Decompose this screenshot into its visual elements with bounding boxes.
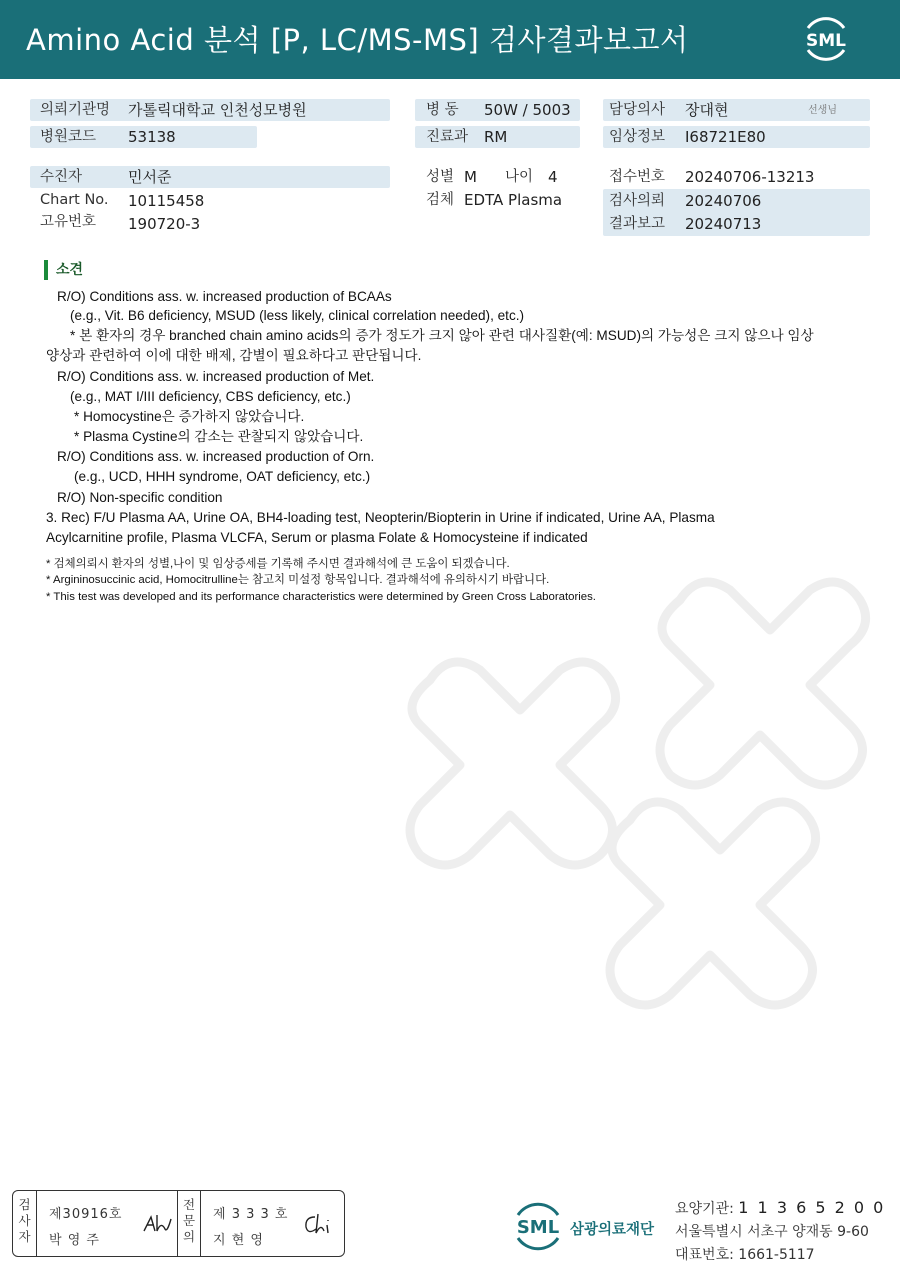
unique-no-value: 190720-3	[128, 215, 201, 233]
institution-label: 의뢰기관명	[40, 102, 111, 118]
department-value: RM	[484, 128, 508, 146]
footnote: * 검체의뢰시 환자의 성별,나이 및 임상증세를 기록해 주시면 결과해석에 큰 도움이 되겠습니다.	[46, 558, 510, 570]
age-label: 나이	[505, 169, 534, 185]
phone-label: 대표번호:	[675, 1247, 734, 1263]
chart-no-label: Chart No.	[40, 192, 109, 208]
sex-label: 성별	[426, 169, 455, 185]
report-date-label: 결과보고	[609, 216, 666, 232]
request-date-label: 검사의뢰	[609, 193, 666, 209]
org-address: 서울특별시 서초구 양재동 9-60	[675, 1224, 869, 1240]
hospital-code-value: 53138	[128, 128, 176, 146]
age-value: 4	[548, 168, 558, 186]
finding-line: R/O) Conditions ass. w. increased production of BCAAs	[57, 289, 392, 304]
patient-label: 수진자	[40, 169, 83, 185]
examiner-name: 박 영 주	[49, 1233, 100, 1248]
finding-line: * 본 환자의 경우 branched chain amino acids의 증가 정도가 크지 않아 관련 대사질환(예: MSUD)의 가능성은 크지 않으나 임상	[70, 328, 814, 343]
report-header	[0, 0, 900, 79]
phone-line	[675, 1244, 815, 1264]
phone-value: 1661-5117	[738, 1247, 815, 1263]
finding-line: * Homocystine은 증가하지 않았습니다.	[74, 409, 305, 424]
ward-value: 50W / 5003	[484, 101, 571, 119]
patient-row-bg	[30, 166, 390, 188]
finding-line: (e.g., Vit. B6 deficiency, MSUD (less likely, clinical correlation needed), etc.)	[70, 308, 525, 323]
signature-box	[12, 1190, 345, 1257]
sml-org-logo-icon	[510, 1200, 566, 1252]
doctor-label: 담당의사	[609, 102, 666, 118]
patient-name: 민서준	[128, 168, 172, 186]
sml-logo-icon	[800, 14, 852, 64]
hospital-code-label: 병원코드	[40, 129, 97, 145]
specialist-signature-icon	[301, 1211, 335, 1237]
specialist-role-label: 전 문 의	[177, 1191, 201, 1256]
finding-line: Acylcarnitine profile, Plasma VLCFA, Serum or plasma Folate & Homocysteine if indicated	[46, 530, 588, 545]
receipt-no-label: 접수번호	[609, 169, 666, 185]
org-name: 삼광의료재단	[570, 1222, 655, 1238]
care-code-line	[675, 1198, 885, 1218]
specialist-license: 제 3 3 3 호	[213, 1207, 289, 1222]
specimen-label: 검체	[426, 192, 455, 208]
clinical-info-value: I68721E80	[685, 128, 766, 146]
report-title: Amino Acid 분석 [P, LC/MS-MS] 검사결과보고서	[26, 23, 689, 57]
request-date-value: 20240706	[685, 192, 762, 210]
care-code-value: 1 1 3 6 5 2 0 0	[738, 1198, 886, 1217]
specialist-name: 지 현 영	[213, 1233, 264, 1248]
finding-line: (e.g., MAT I/III deficiency, CBS deficiency, etc.)	[70, 389, 351, 404]
report-date-value: 20240713	[685, 215, 762, 233]
institution-value: 가톨릭대학교 인천성모병원	[128, 101, 307, 119]
svg-text:SML: SML	[806, 31, 846, 51]
doctor-value: 장대현	[685, 101, 729, 119]
finding-line: (e.g., UCD, HHH syndrome, OAT deficiency, etc.)	[74, 469, 371, 484]
finding-line: 양상과 관련하여 이에 대한 배제, 감별이 필요하다고 판단됩니다.	[46, 348, 422, 363]
finding-line: * Plasma Cystine의 감소는 관찰되지 않았습니다.	[74, 429, 364, 444]
unique-no-label: 고유번호	[40, 214, 97, 230]
clinical-info-label: 임상정보	[609, 129, 666, 145]
finding-line: 3. Rec) F/U Plasma AA, Urine OA, BH4-loading test, Neopterin/Biopterin in Urine if indicated, Urine AA, Plasma	[46, 510, 715, 525]
findings-title: 소견	[44, 260, 83, 280]
chart-no-value: 10115458	[128, 192, 205, 210]
cross-watermark-icon	[360, 560, 880, 1120]
examiner-license: 제30916호	[49, 1207, 123, 1222]
svg-text:SML: SML	[516, 1217, 560, 1238]
finding-line: R/O) Conditions ass. w. increased production of Met.	[57, 369, 375, 384]
receipt-no-value: 20240706-13213	[685, 168, 815, 186]
department-label: 진료과	[426, 129, 469, 145]
doctor-suffix: 선생님	[808, 105, 837, 116]
examiner-signature-icon	[141, 1211, 175, 1237]
footnote: * Argininosuccinic acid, Homocitrulline는 참고치 미설정 항목입니다. 결과해석에 유의하시기 바랍니다.	[46, 574, 550, 586]
care-code-label: 요양기관:	[675, 1201, 734, 1217]
specimen-value: EDTA Plasma	[464, 191, 563, 209]
ward-label: 병 동	[426, 102, 459, 118]
examiner-role-label: 검 사 자	[13, 1191, 37, 1256]
footnote: * This test was developed and its performance characteristics were determined by Green Cross Laboratories.	[46, 591, 596, 603]
finding-line: R/O) Non-specific condition	[57, 490, 223, 505]
finding-line: R/O) Conditions ass. w. increased production of Orn.	[57, 449, 375, 464]
sex-value: M	[464, 168, 477, 186]
